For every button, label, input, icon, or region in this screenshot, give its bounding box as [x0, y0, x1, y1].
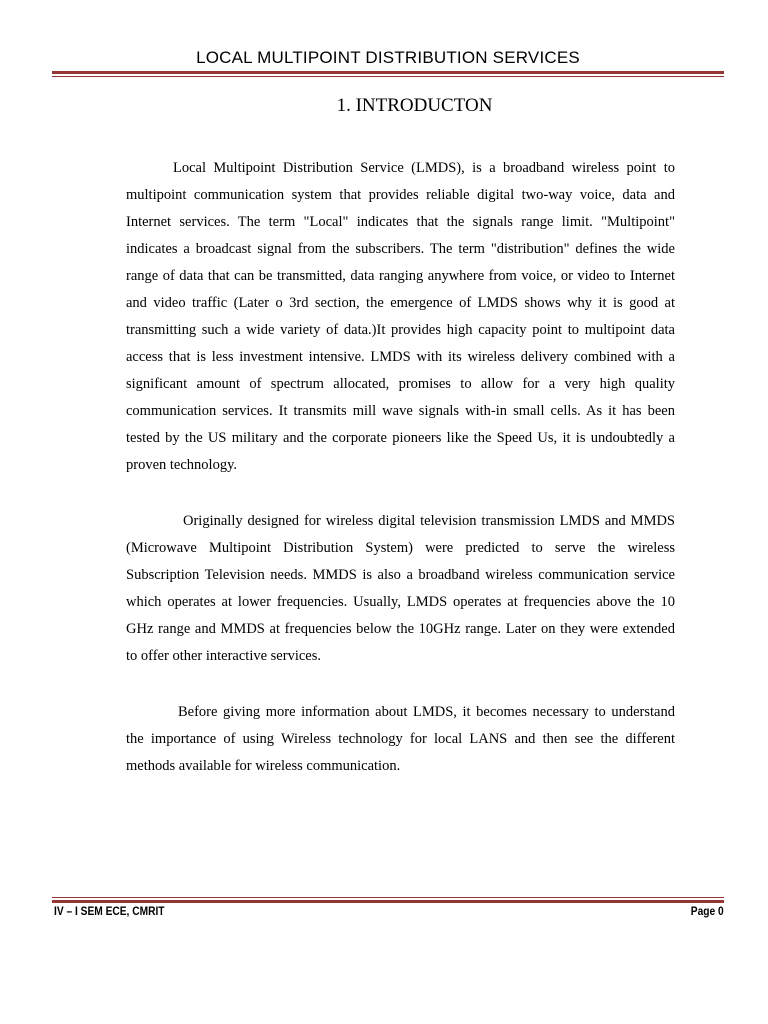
footer-rule-thick — [52, 900, 724, 903]
footer-course-label: IV – I SEM ECE, CMRIT — [54, 904, 165, 918]
footer-rule — [52, 897, 724, 903]
paragraph-mmds: Originally designed for wireless digital television transmission LMDS and MMDS (Microwave Multipoint Distribution System) were predicted to serve the wireless Subscription Television needs. MMDS is also a broadband wireless communication service which operates at lower frequencies. Usually, LMDS operates at frequencies above the 10 GHz range and MMDS at frequencies below the 10GHz range. Later on they were extended to offer other interactive services. — [126, 513, 675, 664]
footer-page-number: Page 0 — [691, 904, 724, 918]
header-rule-thick — [52, 71, 724, 74]
body-text — [126, 155, 675, 780]
running-header: LOCAL MULTIPOINT DISTRIBUTION SERVICES — [196, 48, 580, 67]
header-rule — [52, 71, 724, 77]
header-rule-thin — [52, 76, 724, 77]
section-heading: 1. INTRODUCTON — [336, 95, 493, 116]
footer-rule-thin — [52, 897, 724, 898]
paragraph-wireless: Before giving more information about LMDS, it becomes necessary to understand the importance of using Wireless technology for local LANS and then see the different methods available for wireless communication. — [126, 704, 675, 774]
paragraph-intro: Local Multipoint Distribution Service (LMDS), is a broadband wireless point to multipoint communication system that provides reliable digital two-way voice, data and Internet services. The term "Local" indicates that the signals range limit. "Multipoint" indicates a broadcast signal from the subscribers. The term "distribution" defines the wide range of data that can be transmitted, data ranging anywhere from voice, or video to Internet and video traffic (Later o 3rd section, the emergence of LMDS shows why it is good at transmitting such a wide variety of data.)It provides high capacity point to multipoint data access that is less investment intensive. LMDS with its wireless delivery combined with a significant amount of spectrum allocated, promises to allow for a very high quality communication services. It transmits mill wave signals with-in small cells. As it has been tested by the US military and the corporate pioneers like the Speed Us, it is undoubtedly a proven technology. — [126, 160, 675, 473]
